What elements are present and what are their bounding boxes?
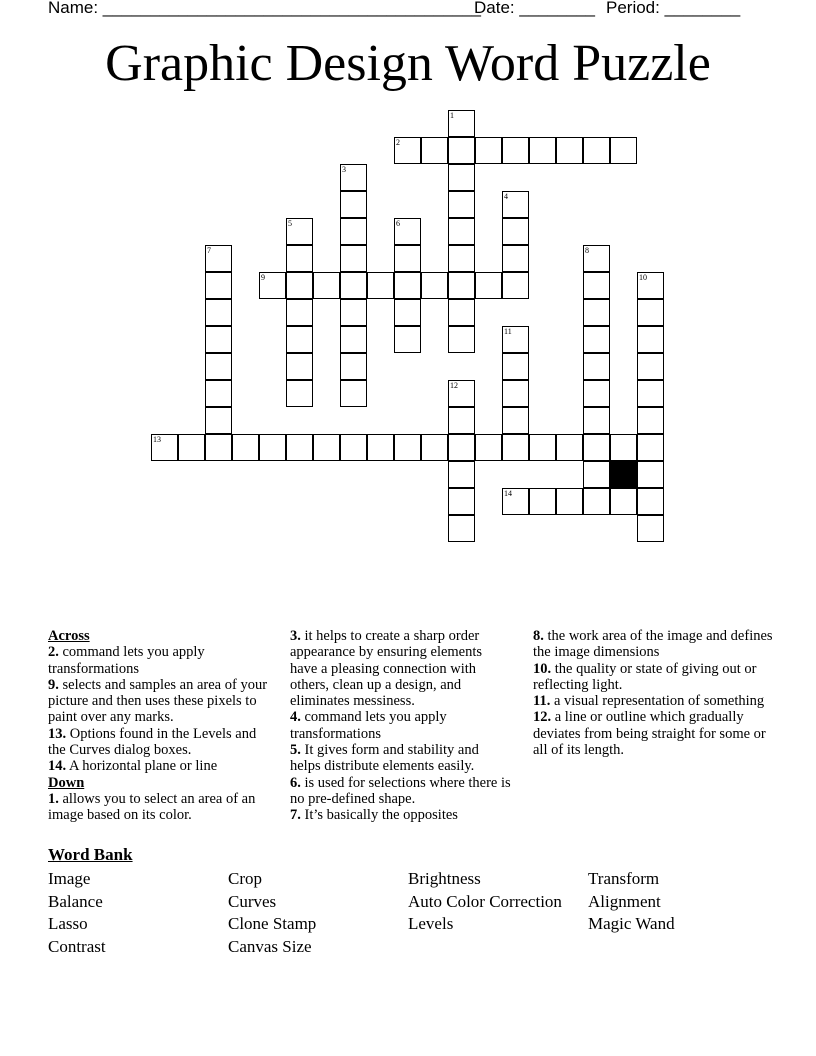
crossword-cell[interactable]	[502, 137, 529, 164]
crossword-cell[interactable]	[205, 380, 232, 407]
word-bank-item: Alignment	[588, 892, 661, 911]
clue-down-12: 12. a line or outline which gradually deviates from being straight for some or all of its length.	[533, 709, 766, 759]
crossword-cell[interactable]	[448, 191, 475, 218]
word-bank-item: Image	[48, 869, 91, 888]
clues-column-1	[48, 628, 270, 824]
crossword-cell[interactable]	[610, 488, 637, 515]
crossword-cell[interactable]	[448, 380, 475, 407]
crossword-cell[interactable]	[448, 137, 475, 164]
crossword-cell[interactable]	[637, 380, 664, 407]
crossword-cell[interactable]	[340, 245, 367, 272]
period-field[interactable]: Period: ________	[606, 0, 741, 17]
crossword-cell[interactable]	[556, 434, 583, 461]
crossword-cell[interactable]	[610, 434, 637, 461]
word-bank-title: Word Bank	[48, 845, 133, 864]
crossword-cell[interactable]	[259, 272, 286, 299]
crossword-cell[interactable]	[502, 407, 529, 434]
crossword-cell[interactable]	[421, 137, 448, 164]
clue-down-7: 7. It’s basically the opposites	[290, 807, 458, 824]
clue-down-6: 6. is used for selections where there is no pre-defined shape.	[290, 774, 511, 807]
clue-number: 9	[261, 273, 265, 282]
crossword-cell[interactable]	[178, 434, 205, 461]
crossword-cell[interactable]	[394, 299, 421, 326]
crossword-cell[interactable]	[394, 137, 421, 164]
clue-number: 12	[450, 381, 458, 390]
clues-column-2	[290, 628, 512, 824]
crossword-cell[interactable]	[502, 218, 529, 245]
crossword-cell[interactable]	[205, 326, 232, 353]
crossword-cell[interactable]	[340, 326, 367, 353]
clue-down-3: 3. it helps to create a sharp order appearance by ensuring elements have a pleasing connection with others, clean up a design, and eliminates messiness.	[290, 628, 483, 710]
clue-across-9: 9. selects and samples an area of your picture and then uses these pixels to paint over any marks.	[48, 676, 268, 726]
crossword-cell[interactable]	[340, 191, 367, 218]
crossword-cell[interactable]	[448, 326, 475, 353]
word-bank-item: Transform	[588, 869, 660, 888]
clue-number: 8	[585, 246, 589, 255]
clue-across-2: 2. command lets you apply transformations	[48, 644, 205, 677]
clue-number: 13	[153, 435, 161, 444]
page-title: Graphic Design Word Puzzle	[105, 35, 711, 92]
crossword-cell[interactable]	[286, 299, 313, 326]
crossword-cell[interactable]	[637, 353, 664, 380]
crossword-cell[interactable]	[448, 515, 475, 542]
crossword-cell[interactable]	[502, 380, 529, 407]
crossword-cell[interactable]	[502, 353, 529, 380]
crossword-cell[interactable]	[367, 272, 394, 299]
crossword-cell[interactable]	[286, 245, 313, 272]
crossword-cell[interactable]	[583, 326, 610, 353]
crossword-cell[interactable]	[637, 461, 664, 488]
crossword-cell[interactable]	[205, 407, 232, 434]
word-bank-item: Canvas Size	[228, 937, 312, 956]
crossword-cell[interactable]	[340, 164, 367, 191]
crossword-cell[interactable]	[340, 434, 367, 461]
clue-number: 7	[207, 246, 211, 255]
clue-number: 3	[342, 165, 346, 174]
crossword-cell[interactable]	[583, 461, 610, 488]
crossword-cell[interactable]	[340, 380, 367, 407]
crossword-cell[interactable]	[340, 353, 367, 380]
crossword-cell[interactable]	[529, 137, 556, 164]
crossword-cell[interactable]	[367, 434, 394, 461]
crossword-cell[interactable]	[448, 164, 475, 191]
crossword-cell[interactable]	[583, 407, 610, 434]
clue-number: 14	[504, 489, 512, 498]
crossword-cell[interactable]	[286, 218, 313, 245]
crossword-cell[interactable]	[556, 488, 583, 515]
crossword-cell[interactable]	[340, 218, 367, 245]
crossword-cell[interactable]	[205, 299, 232, 326]
crossword-cell[interactable]	[502, 272, 529, 299]
word-bank-item: Magic Wand	[588, 914, 675, 933]
crossword-cell[interactable]	[286, 434, 313, 461]
crossword-cell[interactable]	[340, 272, 367, 299]
crossword-cell[interactable]	[583, 434, 610, 461]
crossword-cell[interactable]	[313, 272, 340, 299]
black-cell	[610, 461, 637, 488]
crossword-cell[interactable]	[556, 137, 583, 164]
crossword-cell[interactable]	[583, 380, 610, 407]
crossword-cell[interactable]	[205, 272, 232, 299]
clue-down-4: 4. command lets you apply transformations	[290, 709, 447, 742]
clues-column-3	[533, 628, 773, 758]
word-bank-item: Curves	[228, 892, 277, 911]
clue-down-11: 11. a visual representation of something	[533, 693, 765, 710]
crossword-cell[interactable]	[475, 434, 502, 461]
crossword-cell[interactable]	[502, 434, 529, 461]
crossword-cell[interactable]	[286, 272, 313, 299]
across-heading: Across	[48, 628, 90, 644]
crossword-cell[interactable]	[394, 218, 421, 245]
crossword-cell[interactable]	[421, 272, 448, 299]
word-bank-item: Crop	[228, 869, 262, 888]
crossword-cell[interactable]	[448, 218, 475, 245]
crossword-cell[interactable]	[394, 434, 421, 461]
crossword-cell[interactable]	[637, 272, 664, 299]
crossword-cell[interactable]	[394, 326, 421, 353]
crossword-cell[interactable]	[610, 137, 637, 164]
clue-down-10: 10. the quality or state of giving out or reflecting light.	[533, 660, 757, 693]
crossword-cell[interactable]	[448, 434, 475, 461]
down-heading: Down	[48, 774, 85, 791]
crossword-cell[interactable]	[394, 245, 421, 272]
crossword-cell[interactable]	[637, 299, 664, 326]
crossword-cell[interactable]	[637, 488, 664, 515]
crossword-cell[interactable]	[475, 137, 502, 164]
crossword-cell[interactable]	[502, 245, 529, 272]
clue-number: 11	[504, 327, 512, 336]
crossword-cell[interactable]	[286, 380, 313, 407]
crossword-cell[interactable]	[583, 353, 610, 380]
crossword-cell[interactable]	[340, 299, 367, 326]
crossword-cell[interactable]	[394, 272, 421, 299]
crossword-cell[interactable]	[583, 488, 610, 515]
crossword-cell[interactable]	[286, 326, 313, 353]
clue-number: 2	[396, 138, 400, 147]
word-bank-item: Contrast	[48, 937, 106, 956]
clue-number: 6	[396, 219, 400, 228]
crossword-cell[interactable]	[502, 488, 529, 515]
date-field[interactable]: Date: ________	[474, 0, 595, 17]
crossword-cell[interactable]	[637, 515, 664, 542]
word-bank-item: Levels	[408, 914, 454, 933]
crossword-cell[interactable]	[637, 407, 664, 434]
crossword-cell[interactable]	[448, 299, 475, 326]
word-bank-item: Balance	[48, 892, 103, 911]
crossword-cell[interactable]	[448, 461, 475, 488]
crossword-cell[interactable]	[502, 326, 529, 353]
crossword-cell[interactable]	[421, 434, 448, 461]
clue-down-1: 1. allows you to select an area of an image based on its color.	[48, 790, 256, 824]
clue-number: 5	[288, 219, 292, 228]
crossword-cell[interactable]	[475, 272, 502, 299]
crossword-cell[interactable]	[448, 407, 475, 434]
clue-number: 1	[450, 111, 454, 120]
crossword-cell[interactable]	[448, 488, 475, 515]
crossword-cell[interactable]	[151, 434, 178, 461]
crossword-cell[interactable]	[583, 245, 610, 272]
crossword-cell[interactable]	[313, 434, 340, 461]
word-bank-item: Auto Color Correction	[408, 892, 562, 911]
crossword-cell[interactable]	[448, 245, 475, 272]
crossword-cell[interactable]	[448, 272, 475, 299]
crossword-cell[interactable]	[205, 245, 232, 272]
word-bank-item: Lasso	[48, 914, 88, 933]
crossword-cell[interactable]	[583, 272, 610, 299]
word-bank-item: Clone Stamp	[228, 914, 317, 933]
crossword-cell[interactable]	[232, 434, 259, 461]
clue-number: 4	[504, 192, 508, 201]
clue-number: 10	[639, 273, 647, 282]
crossword-cell[interactable]	[583, 299, 610, 326]
crossword-cell[interactable]	[637, 326, 664, 353]
crossword-cell[interactable]	[259, 434, 286, 461]
crossword-cell[interactable]	[502, 191, 529, 218]
crossword-cell[interactable]	[583, 137, 610, 164]
crossword-cell[interactable]	[205, 353, 232, 380]
crossword-cell[interactable]	[205, 434, 232, 461]
crossword-cell[interactable]	[448, 110, 475, 137]
word-bank-item: Brightness	[408, 869, 481, 888]
name-field[interactable]: Name: ________________________________________	[48, 0, 481, 17]
crossword-cell[interactable]	[286, 353, 313, 380]
crossword-cell[interactable]	[529, 488, 556, 515]
clue-down-8: 8. the work area of the image and defines the image dimensions	[533, 628, 773, 661]
clue-across-14: 14. A horizontal plane or line	[48, 758, 218, 775]
clue-down-5: 5. It gives form and stability and helps distribute elements easily.	[290, 742, 479, 775]
crossword-cell[interactable]	[637, 434, 664, 461]
crossword-cell[interactable]	[529, 434, 556, 461]
clue-across-13: 13. Options found in the Levels and the Curves dialog boxes.	[48, 725, 257, 759]
